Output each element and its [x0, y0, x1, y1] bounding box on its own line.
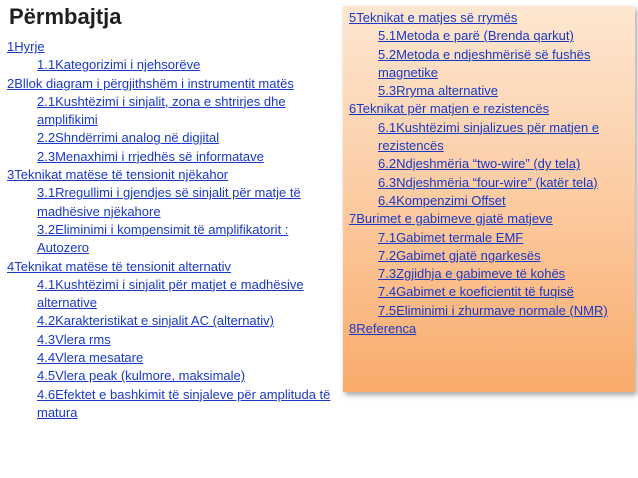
toc-chapter-link[interactable]: 5Teknikat e matjes së rrymës: [349, 10, 518, 25]
toc-section-link[interactable]: 4.3Vlera rms: [37, 331, 111, 347]
toc-section-link[interactable]: 6.3Ndjeshmëria “four-wire” (katër tela): [378, 174, 598, 190]
toc-section-link[interactable]: 7.4Gabimet e koeficientit të fuqisë: [378, 284, 574, 300]
toc-section-link[interactable]: 2.1Kushtëzimi i sinjalit, zona e shtrirjes dhe amplifikimi: [37, 93, 286, 128]
toc-left-column: [7, 38, 337, 422]
toc-section-link[interactable]: 7.3Zgjidhja e gabimeve të kohës: [378, 266, 566, 282]
toc-chapter-link[interactable]: 3Teknikat matëse të tensionit njëkahor: [7, 167, 229, 183]
toc-section-link[interactable]: 4.4Vlera mesatare: [37, 350, 144, 366]
toc-section-link[interactable]: 5.1Metoda e parë (Brenda qarkut): [378, 28, 574, 44]
toc-chapter-link[interactable]: 1Hyrje: [7, 39, 45, 54]
page-title: Përmbajtja: [9, 4, 122, 29]
toc-section-link[interactable]: 6.4Kompenzimi Offset: [378, 192, 506, 208]
toc-section-link[interactable]: 5.3Rryma alternative: [378, 83, 498, 99]
toc-chapter-link[interactable]: 6Teknikat për matjen e rezistencës: [349, 101, 550, 117]
toc-section-link[interactable]: 3.1Rregullimi i gjendjes së sinjalit për matje të madhësive njëkahore: [37, 185, 301, 219]
toc-section-link[interactable]: 4.1Kushtëzimi i sinjalit për matjet e madhësive alternative: [37, 276, 304, 311]
toc-section-link[interactable]: 7.2Gabimet gjatë ngarkesës: [378, 247, 541, 263]
toc-section-link[interactable]: 1.1Kategorizimi i njehsorëve: [37, 57, 201, 73]
toc-chapter-link[interactable]: 2Bllok diagram i përgjithshëm i instrumentit matës: [7, 75, 294, 91]
toc-section-link[interactable]: 5.2Metoda e ndjeshmërisë së fushës magnetike: [378, 46, 591, 80]
toc-section-link[interactable]: 2.2Shndërrimi analog në digjital: [37, 130, 220, 146]
toc-chapter-link[interactable]: 8Referenca: [349, 321, 417, 337]
toc-section-link[interactable]: 6.1Kushtëzimi sinjalizues për matjen e rezistencës: [378, 119, 600, 154]
toc-section-link[interactable]: 4.2Karakteristikat e sinjalit AC (alternativ): [37, 313, 274, 329]
toc-section-link[interactable]: 4.5Vlera peak (kulmore, maksimale): [37, 368, 246, 384]
toc-section-link[interactable]: 4.6Efektet e bashkimit të sinjaleve për amplituda të matura: [37, 386, 331, 420]
toc-chapter-link[interactable]: 4Teknikat matëse të tensionit alternativ: [7, 258, 232, 274]
toc-section-link[interactable]: 6.2Ndjeshmëria “two-wire” (dy tela): [378, 156, 581, 172]
toc-chapter-link[interactable]: 7Burimet e gabimeve gjatë matjeve: [349, 211, 553, 227]
toc-section-link[interactable]: 2.3Menaxhimi i rrjedhës së informatave: [37, 148, 264, 164]
toc-section-link[interactable]: 7.5Eliminimi i zhurmave normale (NMR): [378, 302, 608, 318]
toc-section-link[interactable]: 3.2Eliminimi i kompensimit të amplifikatorit : Autozero: [37, 221, 289, 256]
toc-section-link[interactable]: 7.1Gabimet termale EMF: [378, 229, 524, 245]
toc-right-box: [343, 6, 635, 392]
